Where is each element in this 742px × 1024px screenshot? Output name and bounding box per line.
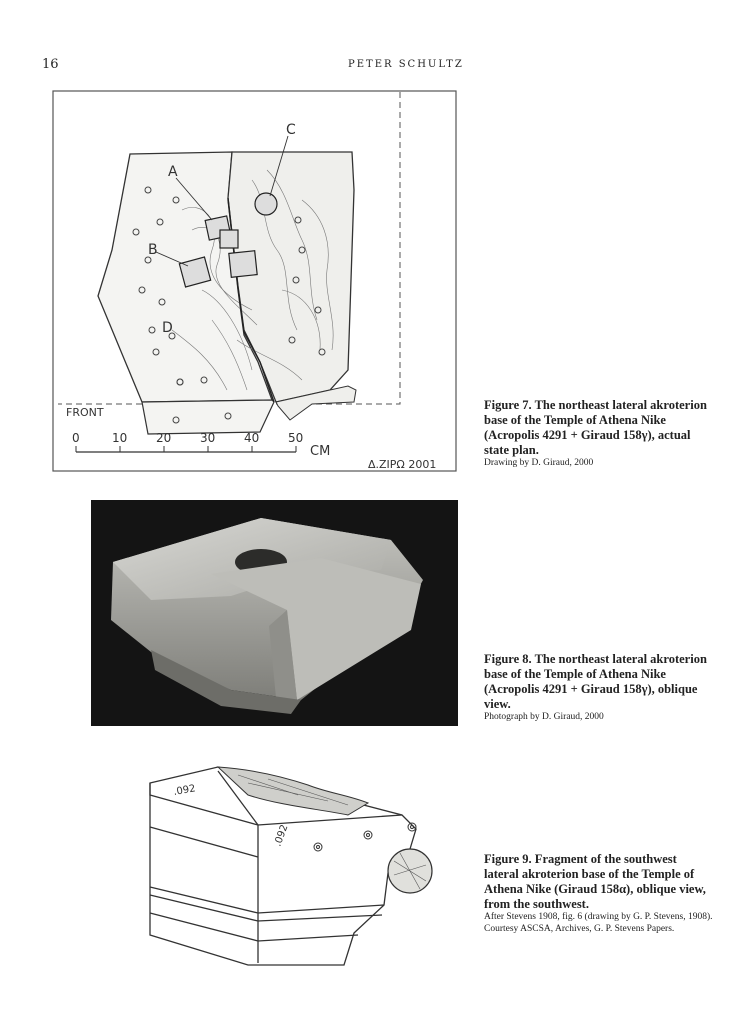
plan-drawing-svg <box>52 90 457 472</box>
draftsman-signature: Δ.ΖΙΡΩ 2001 <box>368 458 437 471</box>
figure-7-caption-title: Figure 7. The northeast lateral akroterion base of the Temple of Athena Nike (Acropolis 4291 + Giraud 158γ), actual state plan. <box>484 398 707 457</box>
figure-8-caption <box>484 652 714 724</box>
page-number: 16 <box>42 57 59 72</box>
photograph-svg <box>91 500 458 726</box>
patch-c <box>255 193 277 215</box>
scale-tick-40: 40 <box>244 431 260 445</box>
label-b: B <box>148 242 158 258</box>
figure-8-caption-title: Figure 8. The northeast lateral akroterion base of the Temple of Athena Nike (Acropolis 4291 + Giraud 158γ), oblique view. <box>484 652 707 711</box>
label-c: C <box>286 122 296 138</box>
figure-8-photograph <box>91 500 458 726</box>
figure-9-line-drawing <box>148 765 442 970</box>
figure-9-caption-title: Figure 9. Fragment of the southwest lateral akroterion base of the Temple of Athena Nike (Giraud 158α), oblique view, from the southwest. <box>484 852 706 911</box>
figure-9-caption <box>484 852 714 935</box>
front-label: FRONT <box>66 406 104 419</box>
scale-tick-50: 50 <box>288 431 304 445</box>
dowel-holes <box>314 823 416 851</box>
front-strip-left <box>142 400 274 434</box>
dimension-label-1: .092 <box>172 783 197 798</box>
label-d: D <box>162 320 173 336</box>
figure-7-plan-drawing <box>52 90 457 472</box>
figure-9-caption-credit: After Stevens 1908, fig. 6 (drawing by G. P. Stevens, 1908). Courtesy ASCSA, Archives, G. P. Stevens Papers. <box>484 912 713 934</box>
patch-b2 <box>229 251 257 278</box>
figure-8-caption-credit: Photograph by D. Giraud, 2000 <box>484 712 604 722</box>
scale-unit: CM <box>310 444 331 459</box>
dimension-label-2: .092 <box>272 823 291 849</box>
scale-tick-30: 30 <box>200 431 216 445</box>
figure-7-caption-credit: Drawing by D. Giraud, 2000 <box>484 458 594 468</box>
scale-tick-20: 20 <box>156 431 172 445</box>
scale-tick-marks <box>76 446 296 452</box>
label-a: A <box>168 164 178 180</box>
scale-tick-0: 0 <box>72 431 80 445</box>
running-head: PETER SCHULTZ <box>348 59 464 70</box>
patch-a2 <box>220 230 238 248</box>
figure-7-caption <box>484 398 714 470</box>
scale-tick-10: 10 <box>112 431 128 445</box>
line-drawing-svg <box>148 765 442 970</box>
broken-top-surface <box>218 767 368 815</box>
